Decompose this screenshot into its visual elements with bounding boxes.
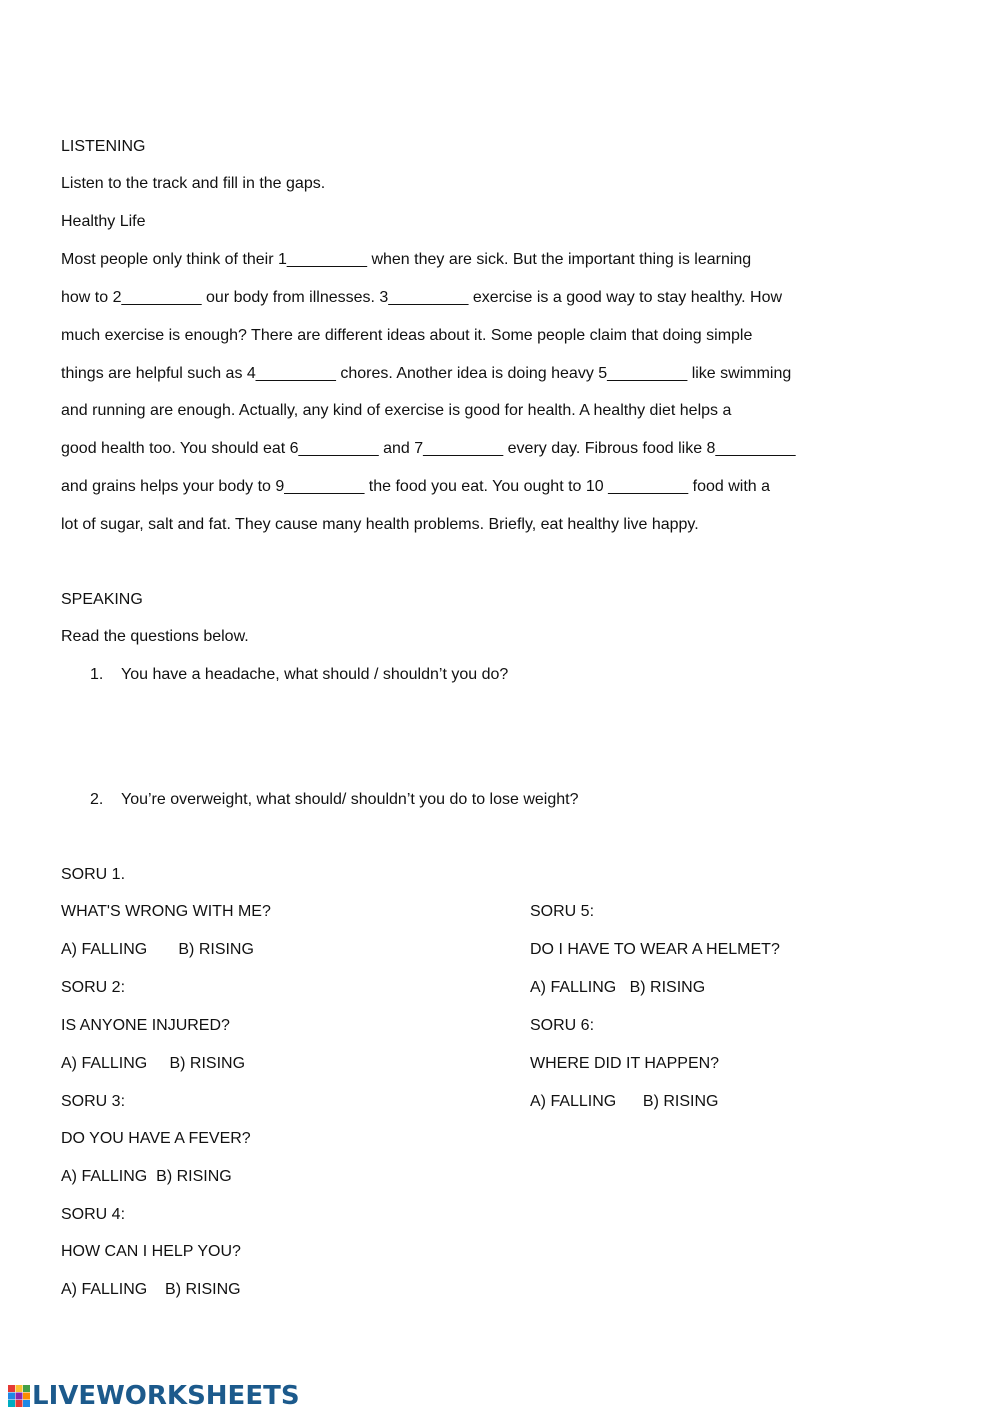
soru-question: WHAT'S WRONG WITH ME? bbox=[61, 903, 271, 920]
question-number: 2. bbox=[90, 791, 104, 808]
speaking-instruction: Read the questions below. bbox=[61, 628, 249, 645]
gap-fill-line: and running are enough. Actually, any kind of exercise is good for health. A healthy diet helps a bbox=[61, 402, 732, 419]
soru-question: DO YOU HAVE A FEVER? bbox=[61, 1130, 251, 1147]
soru-label: SORU 5: bbox=[530, 903, 595, 920]
liveworksheets-cube-icon bbox=[8, 1385, 30, 1407]
listening-instruction: Listen to the track and fill in the gaps. bbox=[61, 175, 326, 192]
soru-options: A) FALLING B) RISING bbox=[61, 1055, 246, 1072]
listening-title: Healthy Life bbox=[61, 213, 146, 230]
soru-label: SORU 4: bbox=[61, 1206, 126, 1223]
speaking-heading: SPEAKING bbox=[61, 591, 143, 608]
soru-options: A) FALLING B) RISING bbox=[61, 941, 254, 958]
soru-options: A) FALLING B) RISING bbox=[61, 1168, 232, 1185]
gap-fill-line: much exercise is enough? There are different ideas about it. Some people claim that doing simple bbox=[61, 327, 753, 344]
gap-fill-line: how to 2_________ our body from illnesses. 3_________ exercise is a good way to stay healthy. How bbox=[61, 289, 783, 306]
soru-question: DO I HAVE TO WEAR A HELMET? bbox=[530, 941, 780, 958]
question-number: 1. bbox=[90, 666, 104, 683]
soru-question: HOW CAN I HELP YOU? bbox=[61, 1243, 241, 1260]
soru-label: SORU 6: bbox=[530, 1017, 595, 1034]
listening-heading: LISTENING bbox=[61, 138, 146, 155]
soru-question: WHERE DID IT HAPPEN? bbox=[530, 1055, 720, 1072]
gap-fill-line: good health too. You should eat 6_________ and 7_________ every day. Fibrous food like 8_________ bbox=[61, 440, 796, 457]
gap-fill-line: lot of sugar, salt and fat. They cause many health problems. Briefly, eat healthy live happy. bbox=[61, 516, 699, 533]
soru-options: A) FALLING B) RISING bbox=[530, 1093, 719, 1110]
soru-options: A) FALLING B) RISING bbox=[61, 1281, 241, 1298]
soru-label: SORU 2: bbox=[61, 979, 126, 996]
soru-label: SORU 1. bbox=[61, 866, 126, 883]
speaking-question: You have a headache, what should / shouldn’t you do? bbox=[121, 666, 509, 683]
brand-name: LIVEWORKSHEETS bbox=[32, 1381, 300, 1411]
gap-fill-line: and grains helps your body to 9_________ the food you eat. You ought to 10 _________ food with a bbox=[61, 478, 771, 495]
soru-options: A) FALLING B) RISING bbox=[530, 979, 706, 996]
soru-question: IS ANYONE INJURED? bbox=[61, 1017, 230, 1034]
gap-fill-line: Most people only think of their 1_________ when they are sick. But the important thing is learning bbox=[61, 251, 752, 268]
gap-fill-line: things are helpful such as 4_________ chores. Another idea is doing heavy 5_________ like swimming bbox=[61, 365, 792, 382]
soru-label: SORU 3: bbox=[61, 1093, 126, 1110]
speaking-question: You’re overweight, what should/ shouldn’t you do to lose weight? bbox=[121, 791, 579, 808]
liveworksheets-logo bbox=[8, 1382, 300, 1410]
